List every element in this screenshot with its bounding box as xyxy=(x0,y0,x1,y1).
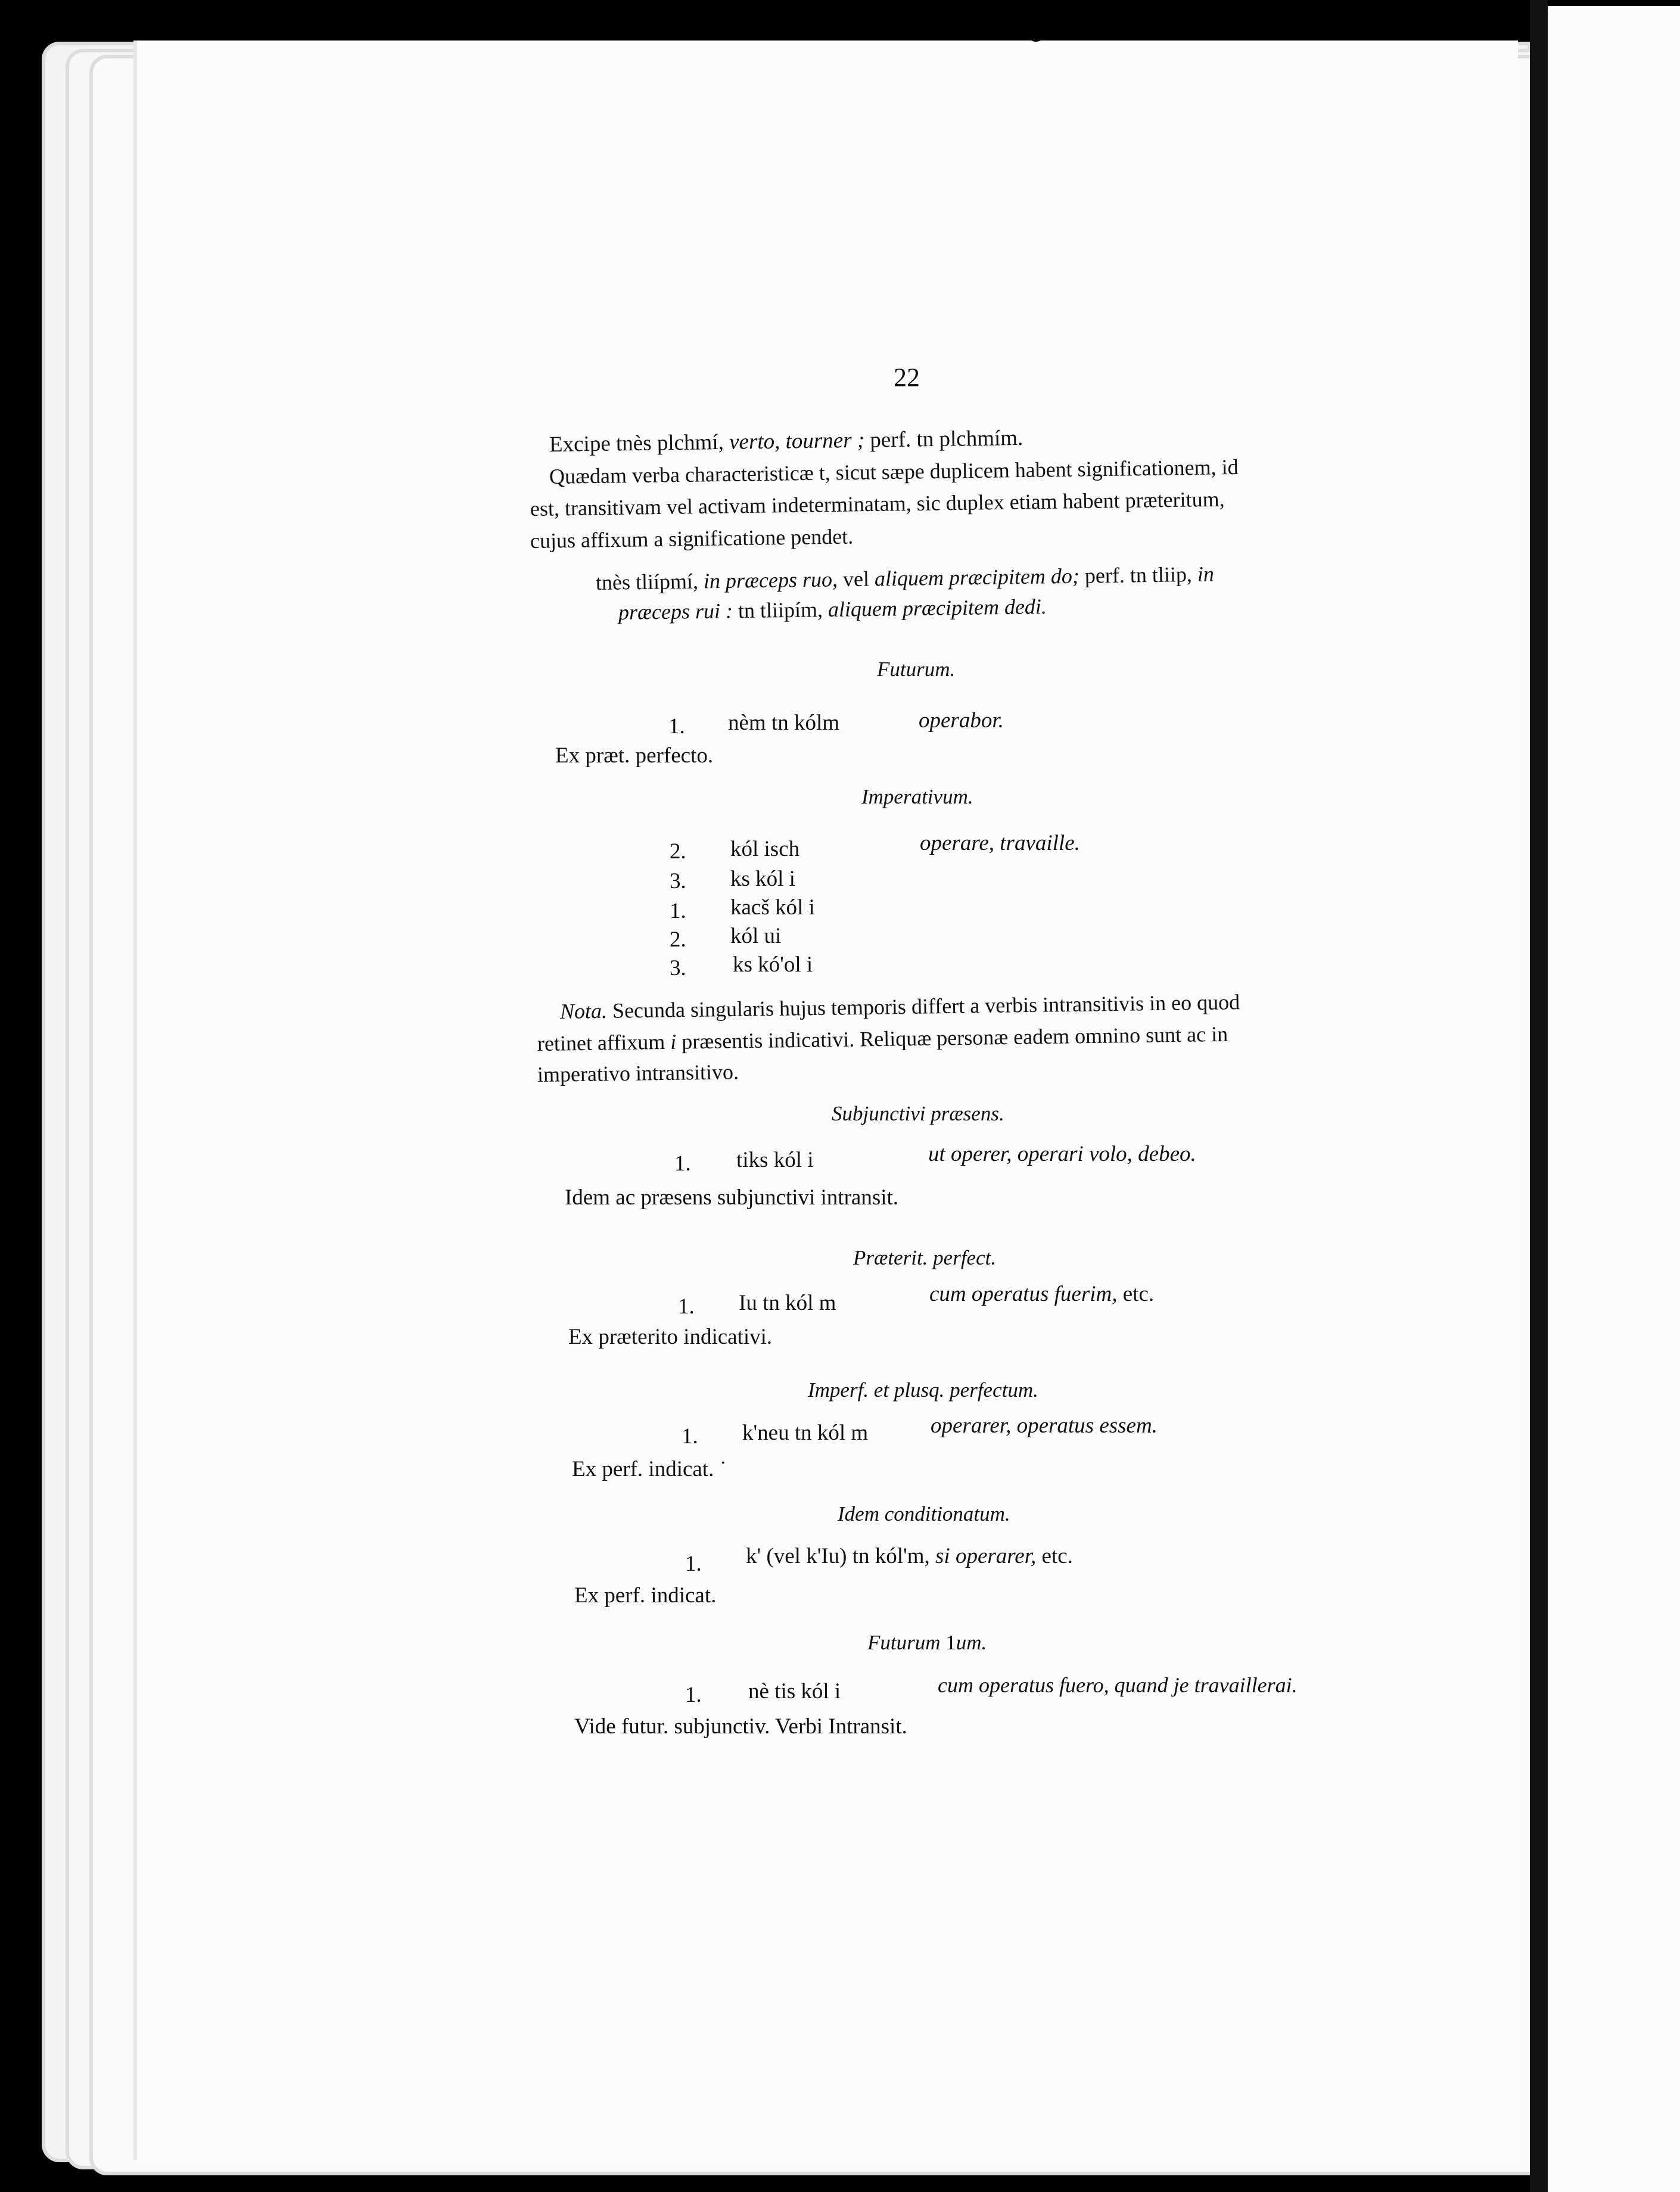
nota-text: Secunda singularis hujus temporis differt a verbis intransitivis in eo quod xyxy=(606,990,1240,1023)
example-line-2 xyxy=(618,596,1047,623)
verb-gloss: ut operer, operari volo, debeo. xyxy=(928,1142,1196,1166)
row-number: 1. xyxy=(685,1683,702,1707)
subjunctivi-note: Idem ac præsens subjunctivi intransit. xyxy=(565,1185,899,1210)
conditionatum-row xyxy=(746,1545,1073,1567)
praeterit-gloss xyxy=(929,1283,1154,1305)
example-gloss: præceps rui : xyxy=(618,599,733,624)
praeterit-note: Ex præterito indicativi. xyxy=(568,1325,773,1349)
verb-form: ks kó'ol i xyxy=(733,952,813,977)
nota-text: præsentis indicativi. Reliquæ personæ eadem omnino sunt ac in xyxy=(676,1022,1228,1054)
row-number: 1. xyxy=(678,1294,695,1319)
example-text: vel xyxy=(837,566,875,591)
imperf-note: Ex perf. indicat. ˙ xyxy=(572,1457,727,1481)
verb-form: k'neu tn kól m xyxy=(742,1421,869,1445)
row-number: 1. xyxy=(682,1424,698,1449)
example-text: tnès tliípmí, xyxy=(595,569,704,594)
verb-form: nè tis kól i xyxy=(748,1679,841,1704)
intro-gloss: verto, tourner ; xyxy=(729,428,865,454)
futurum-2-note: Vide futur. subjunctiv. Verbi Intransit. xyxy=(574,1714,907,1739)
section-heading-futurum-2 xyxy=(867,1632,987,1653)
nota-label: Nota. xyxy=(559,998,608,1023)
section-heading-conditionatum: Idem conditionatum. xyxy=(838,1502,1010,1525)
example-gloss: aliquem præcipitem do; xyxy=(874,563,1080,591)
verb-gloss: cum operatus fuerim, xyxy=(929,1282,1118,1306)
verb-form: kól ui xyxy=(730,924,782,948)
row-number: 3. xyxy=(670,956,686,980)
verb-form: tiks kól i xyxy=(736,1148,814,1172)
example-text: perf. tn tliip, xyxy=(1079,562,1198,588)
verb-form: kacš kól i xyxy=(730,895,815,920)
verb-gloss: si operarer, xyxy=(935,1544,1037,1568)
example-gloss: in præceps ruo, xyxy=(703,567,838,593)
page-number: 22 xyxy=(894,363,920,392)
row-number: 1. xyxy=(685,1552,702,1576)
futurum-note: Ex præt. perfecto. xyxy=(555,743,714,768)
heading-text: um. xyxy=(956,1631,987,1654)
verb-gloss: cum operatus fuero, quand je travaillerai. xyxy=(938,1673,1298,1697)
nota-text: i xyxy=(670,1029,677,1054)
verb-form: Iu tn kól m xyxy=(739,1291,836,1315)
row-number: 2. xyxy=(670,927,686,952)
row-number: 1. xyxy=(670,899,686,923)
section-heading-praeterit: Præterit. perfect. xyxy=(853,1246,997,1269)
example-gloss: in xyxy=(1197,562,1215,586)
verb-form: ks kól i xyxy=(730,867,795,891)
section-heading-imperf: Imperf. et plusq. perfectum. xyxy=(808,1378,1038,1402)
section-heading-futurum: Futurum. xyxy=(877,658,956,681)
row-number: 1. xyxy=(674,1151,691,1176)
example-gloss: aliquem præcipitem dedi. xyxy=(827,594,1047,622)
scanned-page xyxy=(137,41,1518,2160)
verb-form: kól isch xyxy=(730,837,800,861)
verb-gloss: operarer, operatus essem. xyxy=(931,1413,1158,1438)
heading-text: Futurum xyxy=(867,1631,941,1654)
heading-text: 1 xyxy=(940,1631,956,1654)
intro-text: Excipe tnès plchmí, xyxy=(549,429,730,457)
section-heading-subjunctivi: Subjunctivi præsens. xyxy=(832,1102,1004,1125)
section-heading-imperativum: Imperativum. xyxy=(861,785,973,808)
row-number: 1. xyxy=(668,714,685,739)
example-text: tn tliipím, xyxy=(732,597,829,623)
nota-text: retinet affixum xyxy=(537,1029,671,1055)
verb-gloss-tail: etc. xyxy=(1036,1544,1073,1568)
row-number: 2. xyxy=(670,839,686,864)
verb-form: k' (vel k'Iu) tn kól'm, xyxy=(746,1544,936,1568)
intro-text: perf. tn plchmím. xyxy=(864,425,1023,453)
gutter-shadow xyxy=(1530,0,1548,2192)
intro-line-3: est, transitivam vel activam indeterminatam, sic duplex etiam habent præteritum, xyxy=(530,487,1225,521)
verb-form: nèm tn kólm xyxy=(728,711,840,735)
conditionatum-note: Ex perf. indicat. xyxy=(574,1583,717,1608)
nota-line-3: imperativo intransitivo. xyxy=(537,1060,739,1086)
binding-hole xyxy=(1027,24,1045,42)
verb-gloss: operabor. xyxy=(919,708,1004,733)
facing-page xyxy=(1548,6,1680,2192)
verb-gloss: operare, travaille. xyxy=(920,831,1080,855)
intro-line-2: Quædam verba characteristicæ t, sicut sæpe duplicem habent significationem, id xyxy=(549,454,1239,488)
row-number: 3. xyxy=(670,869,686,893)
intro-line-4: cujus affixum a significatione pendet. xyxy=(530,524,854,553)
verb-gloss-tail: etc. xyxy=(1117,1282,1155,1306)
